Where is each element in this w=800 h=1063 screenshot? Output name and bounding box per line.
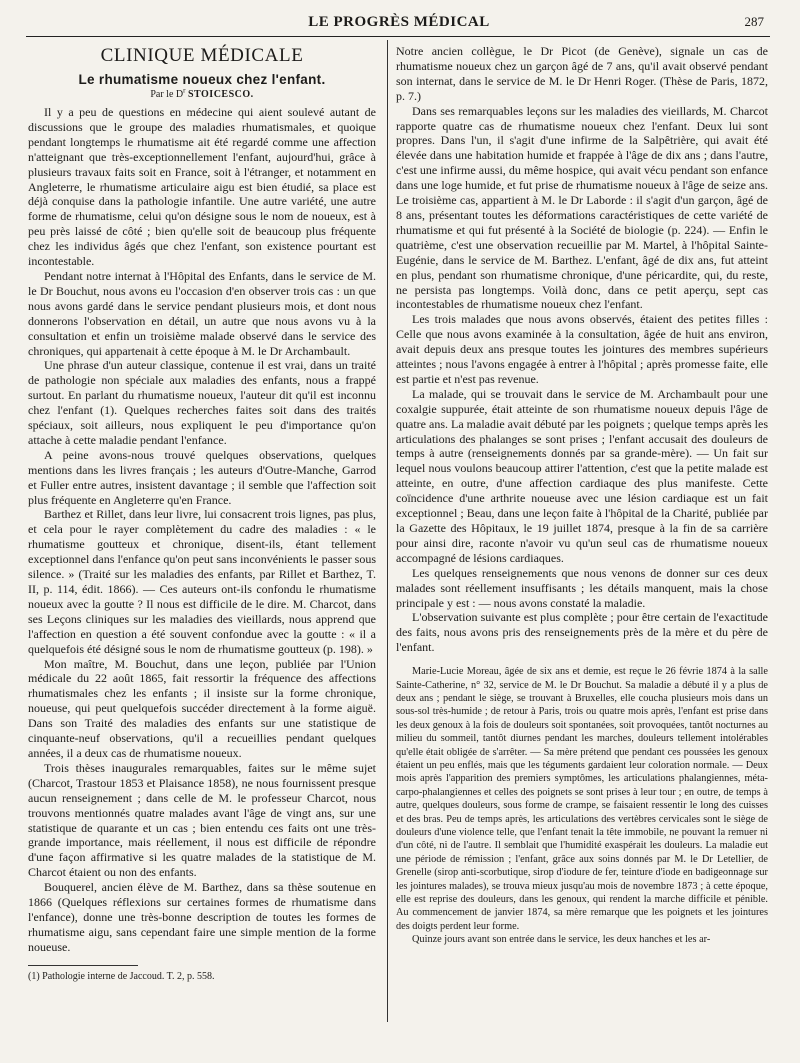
page-number: 287 <box>744 14 764 29</box>
byline-prefix: Par le D <box>150 89 184 100</box>
footnote-rule <box>28 965 138 966</box>
paragraph: La malade, qui se trouvait dans le service de M. Archambault pour une coxalgie suppurée, était atteinte de son rhumatisme noueux depuis l'âge de quatre ans. La maladie avait débuté par les poignets ; quelque temps après les articulations des phalanges se sont prises ; l'enfant accusait des douleurs de temps à autre (renseignements donnés par sa grande-mère). — Un fait sur lequel nous voulons beaucoup attirer l'attention, c'est que la petite malade est atteinte, en outre, d'une affection cardiaque des plus manifeste. Cette coïncidence d'une arthrite noueuse avec une lésion cardiaque est un fait exceptionnel ; Beau, dans une leçon faite à l'hôpital de la Charité, publiée par la Gazette des Hôpitaux, le 19 juillet 1874, presque à la fin de sa carrière pour ainsi dire, raconte n'avoir vu qu'un seul cas de rhumatisme noueux accompagné de lésions cardiaques. <box>396 386 768 565</box>
running-head <box>26 14 772 34</box>
paragraph: Les quelques renseignements que nous venons de donner sur ces deux malades sont réellement insuffisants ; les détails manquent, mais la chose principale y est : — nous avons constaté la maladie. <box>396 565 768 610</box>
right-column <box>396 44 768 1054</box>
case-report-paragraph: Quinze jours avant son entrée dans le service, les deux hanches et les ar- <box>412 934 711 946</box>
case-report-paragraph: Marie-Lucie Moreau, âgée de six ans et demie, est reçue le 26 févrie 1874 à la salle Sainte-Catherine, n° 32, service de M. le Dr Bouchut. Sa maladie a débuté il y a plus de deux ans ; pendant le siège, se trouvant à Bruxelles, elle coucha plusieurs mois dans un sous-sol très-humide ; de retour à Paris, trois ou quatre mois après, l'enfant est prise dans les deux genoux à la fois de douleurs soit spontanées, soit provoquées, tantôt nocturnes au milieu du sommeil, tantôt diurnes pendant les marches, douleurs tellement intolérables qu'elle était obligée de s'arrêter. — Sa mère prétend que pendant ces poussées les genoux étaient un peu enflés, mais que les téguments gardaient leur coloration normale. — Deux mois après l'apparition des premiers symptômes, les articulations phalangiennes, méta-carpo-phalangiennes et celles des poignets se sont prises à leur tour ; en outre, de temps à autre, quelques douleurs, sous forme de crampe, se faisaient ressentir le long des cuisses et des bras. Peu de temps après, les articulations des vertèbres cervicales sont le siège de douleurs d'une violence telle, que l'enfant tenait la tête immobile, ne pouvant la remuer ni d'un côté, ni de l'autre. Il semblait que l'humidité exaspérait les douleurs. La maladie eut une période de rémission ; l'enfant, grâce aux soins donnés par M. le Dr Letellier, de Grenelle (sirop anti-scorbutique, sirop d'iodure de fer, teinture d'iode en badigeonnage sur les jointures malades), se trouva mieux jusqu'au mois de novembre 1873 ; à cette époque, elle est reprise des douleurs, dans les genoux, qui rendent la marche difficile et pénible. Au commencement de janvier 1874, sa mère remarque que les poignets et les jointures des doigts perdent leur forme. <box>396 666 768 932</box>
paragraph: Notre ancien collègue, le Dr Picot (de Genève), signale un cas de rhumatisme noueux chez un garçon âgé de 7 ans, qu'il avait observé pendant son internat, dans le service de M. le Dr Henri Roger. (Thèse de Paris, 1872, p. 7.) <box>396 44 768 103</box>
article-byline <box>28 86 376 100</box>
journal-title: LE PROGRÈS MÉDICAL <box>308 14 490 30</box>
paragraph: Il y a peu de questions en médecine qui aient soulevé autant de discussions que le groupe des maladies rhumatismales, et quoique pendant longtemps le rhumatisme ait été regardé comme une affection n'atteignant que très-exceptionnellement l'enfant, aujourd'hui, grâce à plusieurs travaux faits soit en France, soit à l'étranger, et notamment en Angleterre, le rhumatisme articulaire aigu est bien étudié, sa place est déjà conquise dans la pathologie infantile. Une autre variété, une autre forme de rhumatisme, celui qu'on désigne sous le nom de noueux, est à peu près laissé de côté ; bien qu'elle soit de beaucoup plus fréquente chez les individus âgés que chez l'enfant, son existence pourtant est incontestable. <box>28 105 376 269</box>
column-divider <box>387 40 388 1022</box>
paragraph: Trois thèses inaugurales remarquables, faites sur le même sujet (Charcot, Trastour 1853 et Plaisance 1858), ne nous fournissent presque aucun renseignement ; dans celle de M. le professeur Charcot, nous trouvons mentionnés quatre malades avant l'âge de vingt ans, sur une statistique de quarante et un cas ; bien entendu ces faits ont une très-grande importance, mais réellement, il nous est difficile de répondre d'une façon affirmative si les quatre malades de la statistique de M. Charcot étaient ou non des enfants. <box>28 760 376 880</box>
footnote: (1) Pathologie interne de Jaccoud. T. 2, p. 558. <box>28 970 215 982</box>
author-name: STOICESCO. <box>187 89 254 100</box>
byline-sup: r <box>183 86 186 95</box>
paragraph: Pendant notre internat à l'Hôpital des Enfants, dans le service de M. le Dr Bouchut, nous avons eu l'occasion d'en observer trois cas : un que nous avons gardé dans le service pendant plusieurs mois, et dont nous donnerons l'observation en détail, un autre que nous avons vu à la consultation et enfin un troisième malade observé dans le service des chroniques, qui appartenait à cette époque à M. le Dr Archambault. <box>28 268 376 358</box>
paragraph: Bouquerel, ancien élève de M. Barthez, dans sa thèse soutenue en 1866 (Quelques réflexions sur certaines formes de rhumatisme dans l'enfance), donne une très-bonne description de toutes les formes de rhumatisme aigu, sans cependant faire une simple mention de la forme noueuse. <box>28 880 376 954</box>
header-rule <box>26 36 770 37</box>
paragraph: Mon maître, M. Bouchut, dans une leçon, publiée par l'Union médicale du 22 août 1865, fait ressortir la fréquence des affections rhumatismales chez les enfants ; il insiste sur la forme chronique, noueuse, qui peut quelquefois succéder directement à la forme aiguë. Dans son Traité des maladies des enfants sur une statistique de cinquante-neuf observations, qu'il a recueillies pendant quelques années, il a deux cas de rhumatisme noueux. <box>28 656 376 760</box>
paragraph: Barthez et Rillet, dans leur livre, lui consacrent trois lignes, pas plus, et cela pour le rayer complètement du cadre des maladies : « le rhumatisme goutteux et chronique, disent-ils, étant tellement exceptionnel dans l'enfance qu'on peut sans inconvénients le passer sous silence. » (Traité sur les maladies des enfants, par Rillet et Barthez, T. II, p. 114, édit. 1866). — Ces auteurs ont-ils confondu le rhumatisme noueux avec la goutte ? Il nous est difficile de le dire. M. Charcot, dans ses Leçons cliniques sur les maladies des vieillards, nous apprend que l'affection en question a été souvent confondue avec la goutte : « il a quelquefois été désigné sous le nom de rhumatisme goutteux (p. 198). » <box>28 507 376 656</box>
paragraph: A peine avons-nous trouvé quelques observations, quelques mentions dans les livres français ; les auteurs d'Outre-Manche, Garrod et Fuller entre autres, insistent davantage ; il semble que l'affection soit plus fréquente en Angleterre qu'en France. <box>28 447 376 507</box>
paragraph: L'observation suivante est plus complète ; pour être certain de l'exactitude des faits, nous avons pris des renseignements près de la mère et du père de l'enfant. <box>396 610 768 655</box>
left-column <box>28 44 376 1054</box>
article-title: Le rhumatisme noueux chez l'enfant. <box>78 72 326 87</box>
paragraph: Dans ses remarquables leçons sur les maladies des vieillards, M. Charcot rapporte quatre cas de rhumatisme noueux chez l'enfant. Deux lui sont propres. Dans l'un, il s'agit d'une infirme de la Salpêtrière, qui avait été élevée dans une habitation humide et frappée à l'âge de dix ans ; dans l'autre, c'est une infirme aussi, du même hospice, qui avait vécu pendant son enfance dans une loge humide, et fut prise de rhumatisme noueux à l'âge de seize ans. Le troisième cas, appartient à M. le Dr Laborde : il s'agit d'un garçon, âgé de 8 ans, présentant toutes les déformations caractéristiques de cette variété de rhumatisme et qui fut présenté à la Société de biologie (p. 224). — Enfin le quatrième, c'est une observation recueillie par M. Martel, à l'hôpital Sainte-Eugénie, dans le service de M. Barthez. L'enfant, âgé de dix ans, fut atteint en plus, pendant son rhumatisme chronique, d'une péricardite, qui, du reste, ne persista pas longtemps. Voilà donc, dans ce petit aperçu, sept cas incontestables de rhumatisme noueux chez l'enfant. <box>396 103 768 312</box>
paragraph: Les trois malades que nous avons observés, étaient des petites filles : Celle que nous avons examinée à la consultation, âgée de huit ans environ, avait depuis deux ans presque toutes les jointures des membres supérieurs atteintes ; nous l'avons engagée à entrer à l'hôpital ; après promesse faite, elle est partie et n'est pas revenue. <box>396 312 768 386</box>
section-title: CLINIQUE MÉDICALE <box>100 45 304 66</box>
paragraph: Une phrase d'un auteur classique, contenue il est vrai, dans un traité de pathologie non spéciale aux maladies des enfants, nous a frappé surtout. En parlant du rhumatisme noueux, l'auteur dit qu'il est inconnu chez l'enfant (1). Quelques recherches faites soit dans des traités spéciaux, soit ailleurs, nous expliquent le peu d'importance qu'on attache à cette maladie pendant l'enfance. <box>28 358 376 447</box>
